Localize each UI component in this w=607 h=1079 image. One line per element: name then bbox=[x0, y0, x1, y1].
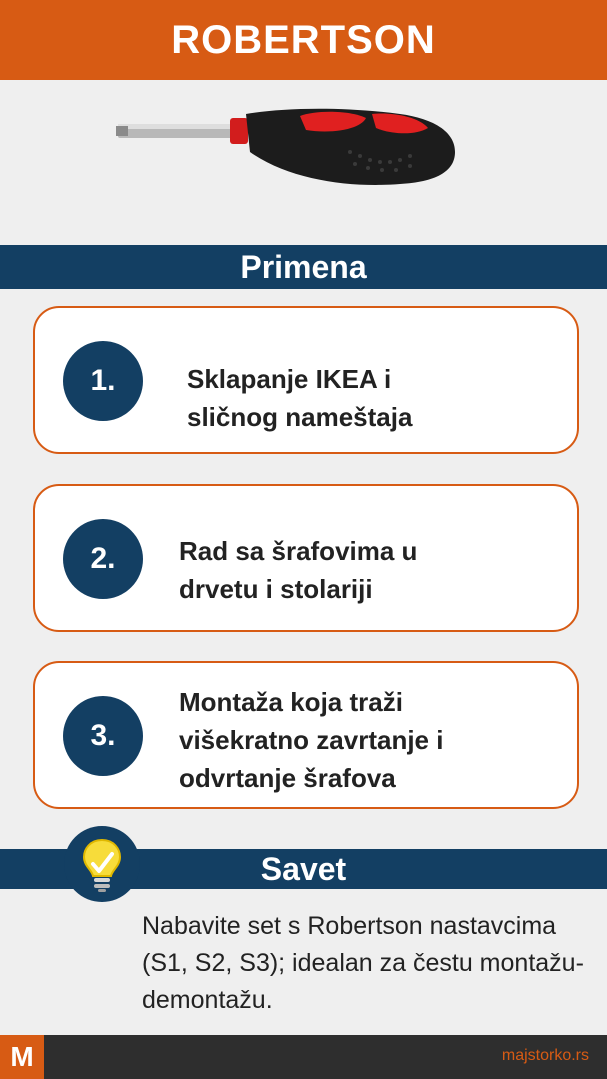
item-text-line: višekratno zavrtanje i bbox=[179, 725, 444, 755]
item-text-line: sličnog nameštaja bbox=[187, 402, 413, 432]
item-text bbox=[179, 683, 549, 797]
tip-text-line: (S1, S2, S3); idealan za čestu montažu- bbox=[142, 949, 584, 977]
page-title: ROBERTSON bbox=[171, 17, 436, 62]
item-number-badge: 1. bbox=[63, 341, 143, 421]
tip-text bbox=[142, 908, 597, 1019]
item-text bbox=[187, 360, 537, 436]
header-bar bbox=[0, 0, 607, 80]
item-number-badge: 2. bbox=[63, 519, 143, 599]
item-number-badge: 3. bbox=[63, 696, 143, 776]
item-text-line: Rad sa šrafovima u bbox=[179, 536, 418, 566]
item-text bbox=[179, 532, 539, 608]
section-savet-title: Savet bbox=[260, 850, 347, 887]
item-text-line: odvrtanje šrafova bbox=[179, 763, 396, 793]
list-item bbox=[33, 661, 579, 809]
item-text-line: Montaža koja traži bbox=[179, 687, 403, 717]
brand-logo: M bbox=[0, 1035, 44, 1079]
item-text-line: Sklapanje IKEA i bbox=[187, 364, 392, 394]
item-text-line: drvetu i stolariji bbox=[179, 574, 373, 604]
section-primena-title: Primena bbox=[240, 248, 367, 285]
list-item bbox=[33, 484, 579, 632]
list-item bbox=[33, 306, 579, 454]
tip-text-line: demontažu. bbox=[142, 986, 273, 1014]
tip-text-line: Nabavite set s Robertson nastavcima bbox=[142, 912, 557, 940]
screwdriver-icon bbox=[110, 100, 470, 200]
site-link[interactable]: majstorko.rs bbox=[501, 1047, 589, 1064]
lightbulb-check-icon bbox=[64, 826, 140, 902]
section-primena-header bbox=[0, 245, 607, 289]
footer-bar bbox=[0, 1035, 607, 1079]
